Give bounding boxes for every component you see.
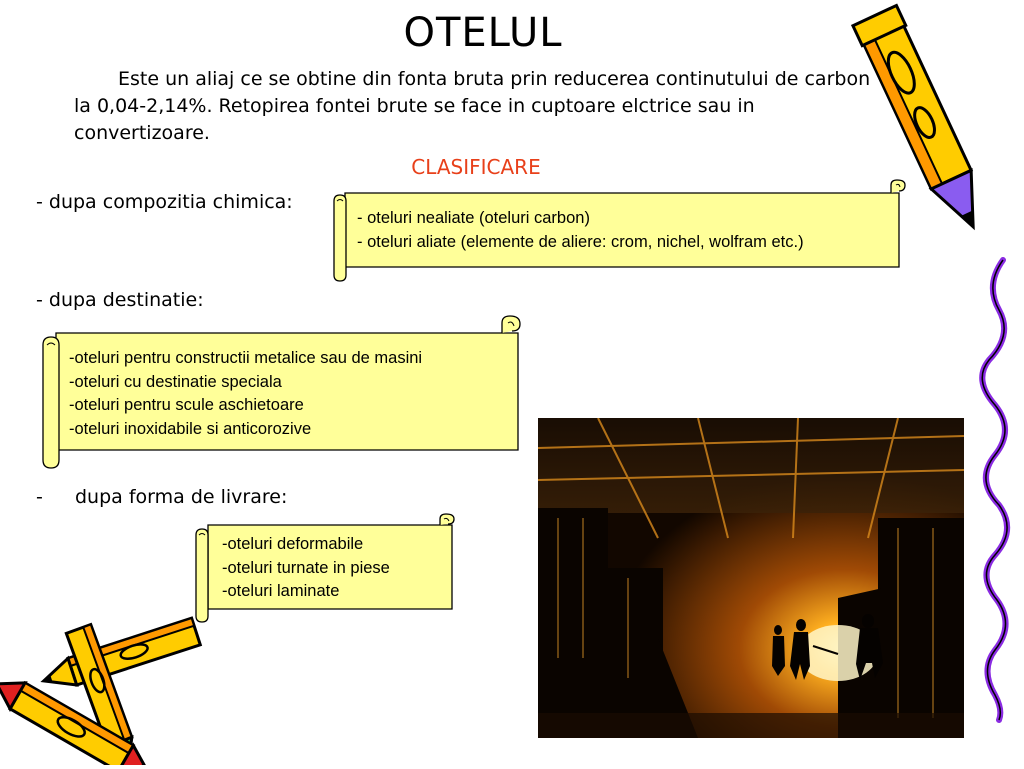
scroll-items [69,347,422,441]
squiggle-line-icon [965,255,1020,725]
steel-mill-image [538,418,964,738]
section-heading: CLASIFICARE [411,155,541,179]
scroll-banner-destination [40,315,524,470]
criterion-delivery-form [36,486,287,508]
scroll-items [222,533,390,604]
criterion-destination: - dupa destinatie: [36,289,204,311]
list-item: - oteluri nealiate (oteluri carbon) [357,209,590,227]
scroll-banner-delivery [194,513,458,624]
list-item: -oteluri deformabile [222,535,364,553]
slide-title: OTELUL [403,10,563,56]
criterion-dash: - [36,486,43,508]
list-item: -oteluri cu destinatie speciala [69,372,282,391]
scroll-banner-chemical [331,179,909,282]
steel-mill-photo [538,418,964,738]
scroll-items [357,207,804,254]
crossed-pencils-icon [0,615,210,765]
criterion-chemical-composition: - dupa compozitia chimica: [36,191,293,213]
list-item: -oteluri pentru constructii metalice sau de masini [69,349,423,367]
criterion-label: dupa forma de livrare: [75,486,288,508]
list-item: - oteluri aliate (elemente de aliere: crom, nichel, wolfram etc.) [357,232,804,251]
list-item: -oteluri laminate [222,582,340,600]
list-item: -oteluri turnate in piese [222,558,390,577]
intro-paragraph: Este un aliaj ce se obtine din fonta bruta prin reducerea continutului de carbon la 0,04-2,14%. Retopirea fontei brute se face in cuptoare elctrice sau in convertizoare. [74,68,871,144]
pencil-icon [840,0,1020,250]
list-item: -oteluri inoxidabile si anticorozive [69,419,312,438]
list-item: -oteluri pentru scule aschietoare [69,396,304,414]
